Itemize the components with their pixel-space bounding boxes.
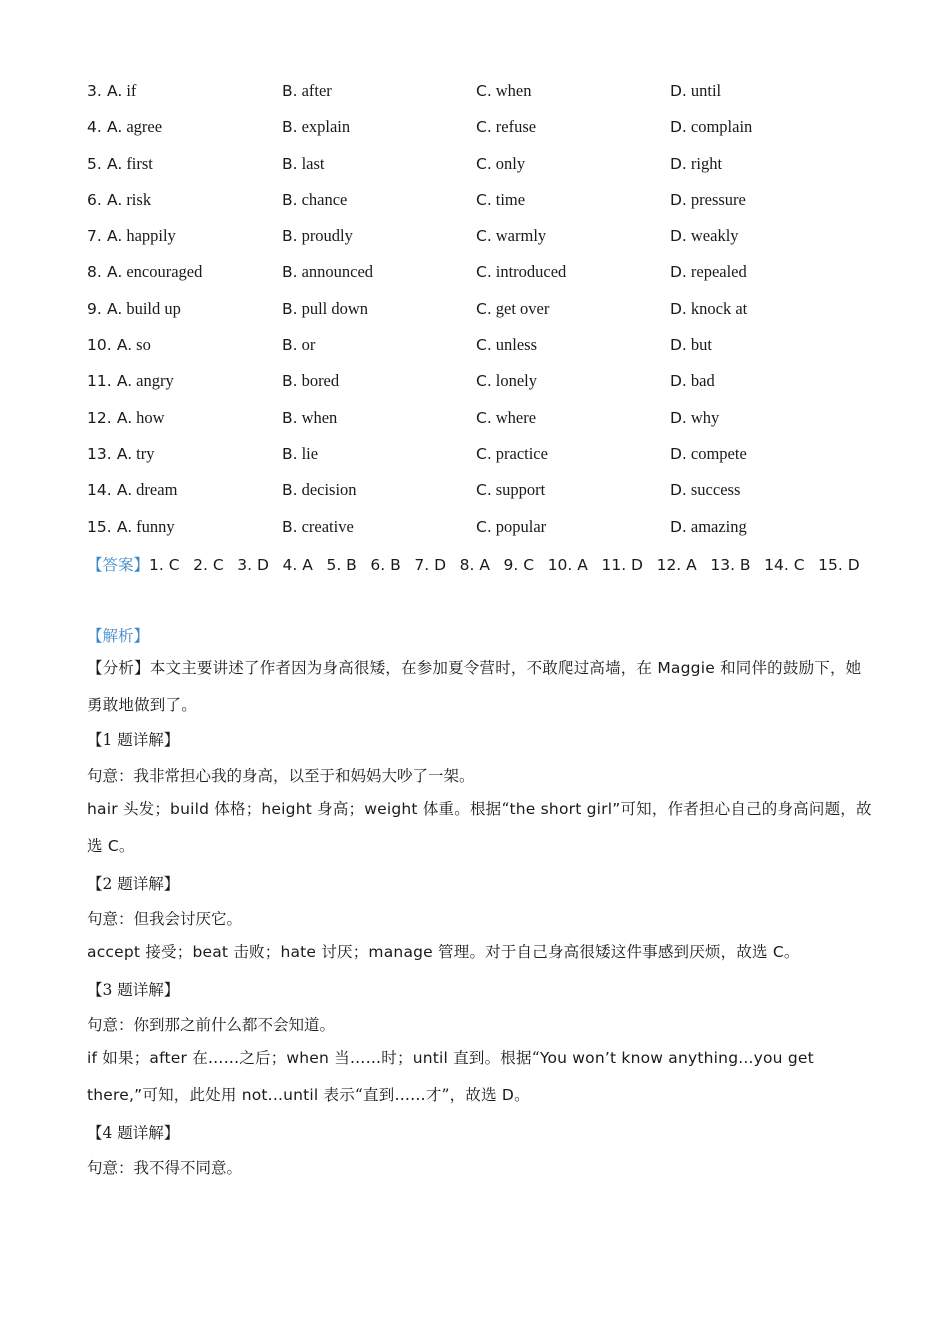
q3-explanation: if 如果；after 在……之后；when 当……时；until 直到。根据“You won’t know anything...you get there,”可知，此处用 not...until 表示“直到……才”，故选 D。 <box>87 1049 814 1104</box>
question-number: 6. <box>87 190 102 209</box>
question-row <box>87 367 867 403</box>
option-word: introduced <box>495 262 567 282</box>
option-c <box>476 258 566 286</box>
q3-meaning: 句意：你到那之前什么都不会知道。 <box>87 1016 336 1034</box>
option-letter: A. <box>116 517 133 536</box>
option-word: practice <box>495 443 548 463</box>
answer-item: 5. B <box>326 556 357 574</box>
option-word: get over <box>495 298 550 318</box>
option-b <box>282 367 339 395</box>
option-d <box>670 295 747 323</box>
option-a <box>87 440 155 468</box>
option-d <box>670 77 721 105</box>
option-d <box>670 404 719 432</box>
option-letter: B. <box>282 408 298 427</box>
option-word: try <box>136 443 155 463</box>
option-word: dream <box>136 480 178 500</box>
option-word: when <box>301 407 338 427</box>
option-letter: A. <box>116 336 133 355</box>
answer-item: 8. A <box>459 556 490 574</box>
option-c <box>476 404 536 432</box>
option-word: but <box>690 335 712 355</box>
option-c <box>476 476 545 504</box>
option-d <box>670 258 747 286</box>
q2-explanation: accept 接受；beat 击败；hate 讨厌；manage 管理。对于自己身高很矮这件事感到厌烦，故选 C。 <box>87 943 800 961</box>
option-letter: A. <box>107 118 123 137</box>
question-number: 3. <box>87 82 102 100</box>
option-c <box>476 113 536 141</box>
option-b <box>282 404 337 432</box>
answer-item: 4. A <box>282 556 313 574</box>
option-word: pull down <box>301 298 369 318</box>
option-letter: A. <box>107 263 123 282</box>
option-letter: C. <box>476 227 492 246</box>
option-letter: A. <box>107 154 123 173</box>
option-word: creative <box>301 516 354 536</box>
option-c <box>476 77 532 105</box>
option-letter: D. <box>670 299 687 318</box>
summary-suffix: 和同伴的鼓励下，她勇敢地做到了。 <box>87 659 862 714</box>
option-letter: D. <box>670 190 687 209</box>
option-letter: C. <box>476 263 492 282</box>
option-b <box>282 77 332 105</box>
option-letter: D. <box>670 263 687 282</box>
option-word: refuse <box>495 117 537 137</box>
option-b <box>282 222 353 250</box>
option-a <box>87 186 151 214</box>
option-word: where <box>495 407 537 427</box>
option-word: compete <box>690 443 747 463</box>
option-d <box>670 440 747 468</box>
option-letter: D. <box>670 118 687 137</box>
answer-item: 2. C <box>193 556 224 574</box>
option-letter: B. <box>282 336 298 355</box>
summary-paragraph <box>87 650 877 724</box>
answer-item: 3. D <box>237 556 269 574</box>
option-word: pressure <box>690 189 746 209</box>
option-word: decision <box>301 480 357 500</box>
option-word: bored <box>301 371 340 391</box>
option-letter: D. <box>670 154 687 173</box>
option-d <box>670 331 712 359</box>
answer-item: 13. B <box>710 556 751 574</box>
option-b <box>282 258 373 286</box>
option-letter: A. <box>107 299 123 318</box>
option-letter: C. <box>476 444 492 463</box>
option-d <box>670 150 722 178</box>
option-letter: C. <box>476 154 492 173</box>
option-a <box>87 404 165 432</box>
option-word: warmly <box>495 226 547 246</box>
option-a <box>87 367 174 395</box>
option-letter: A. <box>116 408 133 427</box>
option-b <box>282 513 354 541</box>
option-word: when <box>495 81 532 100</box>
option-a <box>87 222 176 250</box>
answer-item: 7. D <box>414 556 447 574</box>
option-c <box>476 222 546 250</box>
option-a <box>87 331 151 359</box>
answer-block <box>87 547 877 584</box>
question-number: 9. <box>87 299 102 318</box>
option-word: or <box>301 335 316 355</box>
answer-item: 1. C <box>149 556 180 574</box>
answer-item: 12. A <box>656 556 697 574</box>
answer-item: 15. D <box>818 556 860 574</box>
q2-heading: 【2 题详解】 <box>87 875 180 893</box>
option-a <box>87 295 181 323</box>
question-row <box>87 258 867 294</box>
option-a <box>87 513 175 541</box>
option-word: support <box>495 480 546 500</box>
option-letter: B. <box>282 154 298 173</box>
option-a <box>87 150 153 178</box>
question-row <box>87 404 867 440</box>
option-word: encouraged <box>126 262 203 282</box>
option-letter: A. <box>116 372 133 391</box>
option-word: repealed <box>690 262 747 282</box>
question-number: 12. <box>87 408 112 427</box>
question-number: 15. <box>87 517 112 536</box>
option-word: first <box>126 153 153 173</box>
option-c <box>476 295 549 323</box>
option-word: chance <box>301 189 348 209</box>
question-row <box>87 513 867 549</box>
option-letter: D. <box>670 408 687 427</box>
option-b <box>282 113 350 141</box>
q1-explanation: hair 头发；build 体格；height 身高；weight 体重。根据“the short girl”可知，作者担心自己的身高问题，故选 C。 <box>87 800 872 855</box>
option-letter: D. <box>670 481 687 500</box>
option-word: happily <box>126 226 176 246</box>
question-row <box>87 440 867 476</box>
option-word: right <box>690 153 723 173</box>
option-letter: B. <box>282 82 298 100</box>
question-row <box>87 150 867 186</box>
option-word: explain <box>301 117 351 137</box>
option-c <box>476 331 537 359</box>
question-number: 7. <box>87 227 102 246</box>
question-row <box>87 222 867 258</box>
option-letter: B. <box>282 118 298 137</box>
option-letter: C. <box>476 190 492 209</box>
option-b <box>282 331 315 359</box>
option-word: angry <box>136 371 174 391</box>
option-letter: D. <box>670 82 687 100</box>
option-a <box>87 258 202 286</box>
option-letter: A. <box>116 481 133 500</box>
option-word: lonely <box>495 371 537 391</box>
option-letter: B. <box>282 444 298 463</box>
option-word: complain <box>690 117 753 137</box>
option-word: risk <box>126 189 152 209</box>
option-word: why <box>690 407 720 427</box>
question-row <box>87 113 867 149</box>
summary-prefix: 【分析】本文主要讲述了作者因为身高很矮，在参加夏令营时，不敢爬过高墙，在 <box>87 659 658 677</box>
option-d <box>670 186 746 214</box>
option-d <box>670 476 740 504</box>
option-letter: B. <box>282 517 298 536</box>
option-word: lie <box>301 443 319 463</box>
option-letter: C. <box>476 517 492 536</box>
option-word: if <box>126 81 137 100</box>
question-number: 13. <box>87 444 112 463</box>
question-number: 10. <box>87 336 112 355</box>
option-a <box>87 476 177 504</box>
option-word: time <box>495 189 526 209</box>
question-row <box>87 295 867 331</box>
q2-meaning: 句意：但我会讨厌它。 <box>87 910 243 928</box>
option-letter: B. <box>282 372 298 391</box>
question-number: 4. <box>87 118 102 137</box>
option-d <box>670 222 739 250</box>
question-number: 14. <box>87 481 112 500</box>
option-letter: D. <box>670 372 687 391</box>
question-row <box>87 77 867 113</box>
option-letter: A. <box>107 82 123 100</box>
option-b <box>282 295 368 323</box>
answer-item: 14. C <box>764 556 805 574</box>
q1-meaning: 句意：我非常担心我的身高，以至于和妈妈大吵了一架。 <box>87 767 475 785</box>
option-letter: C. <box>476 408 492 427</box>
option-b <box>282 186 347 214</box>
question-row <box>87 476 867 512</box>
option-c <box>476 513 546 541</box>
option-letter: C. <box>476 118 492 137</box>
question-number: 5. <box>87 154 102 173</box>
option-d <box>670 513 747 541</box>
option-word: bad <box>690 371 715 391</box>
option-letter: C. <box>476 372 492 391</box>
answer-label: 【答案】 <box>87 556 150 574</box>
option-letter: B. <box>282 227 298 246</box>
option-table <box>87 77 867 549</box>
option-word: until <box>690 81 722 100</box>
question-row <box>87 331 867 367</box>
option-d <box>670 367 715 395</box>
option-c <box>476 440 548 468</box>
option-word: agree <box>126 117 163 137</box>
option-a <box>87 113 162 141</box>
option-b <box>282 476 357 504</box>
question-number: 11. <box>87 372 112 391</box>
summary-name: Maggie <box>657 659 715 677</box>
option-letter: D. <box>670 336 687 355</box>
analysis-label: 【解析】 <box>87 627 150 645</box>
option-letter: A. <box>107 227 123 246</box>
q4-heading: 【4 题详解】 <box>87 1124 180 1142</box>
option-a <box>87 77 136 105</box>
question-number: 8. <box>87 263 102 282</box>
option-letter: C. <box>476 481 492 500</box>
q4-meaning: 句意：我不得不同意。 <box>87 1159 243 1177</box>
option-letter: C. <box>476 336 492 355</box>
option-word: weakly <box>690 226 739 246</box>
option-word: so <box>136 335 151 355</box>
option-letter: A. <box>116 444 133 463</box>
option-word: success <box>690 480 741 500</box>
answer-list <box>149 556 873 574</box>
answer-item: 9. C <box>503 556 535 574</box>
option-word: popular <box>495 516 547 536</box>
option-letter: B. <box>282 481 298 500</box>
option-letter: B. <box>282 190 298 209</box>
option-word: proudly <box>301 226 353 246</box>
option-letter: B. <box>282 299 298 318</box>
option-word: build up <box>126 298 181 318</box>
option-word: funny <box>136 516 175 536</box>
option-letter: D. <box>670 517 687 536</box>
option-word: knock at <box>690 298 748 318</box>
option-letter: A. <box>107 190 123 209</box>
q1-heading: 【1 题详解】 <box>87 731 180 749</box>
option-b <box>282 440 318 468</box>
option-word: how <box>136 407 165 427</box>
option-c <box>476 150 525 178</box>
question-row <box>87 186 867 222</box>
option-b <box>282 150 324 178</box>
option-letter: B. <box>282 263 298 282</box>
option-d <box>670 113 752 141</box>
option-word: unless <box>495 335 537 355</box>
option-letter: C. <box>476 299 492 318</box>
option-word: announced <box>301 262 374 282</box>
option-word: amazing <box>690 516 747 536</box>
option-word: only <box>495 153 526 173</box>
answer-item: 10. A <box>547 556 588 574</box>
q3-heading: 【3 题详解】 <box>87 981 180 999</box>
answer-item: 11. D <box>601 556 643 574</box>
option-letter: C. <box>476 82 492 100</box>
option-word: last <box>301 153 325 173</box>
option-letter: D. <box>670 444 687 463</box>
option-letter: D. <box>670 227 687 246</box>
option-word: after <box>301 81 332 100</box>
answer-item: 6. B <box>370 556 401 574</box>
option-c <box>476 367 537 395</box>
option-c <box>476 186 525 214</box>
